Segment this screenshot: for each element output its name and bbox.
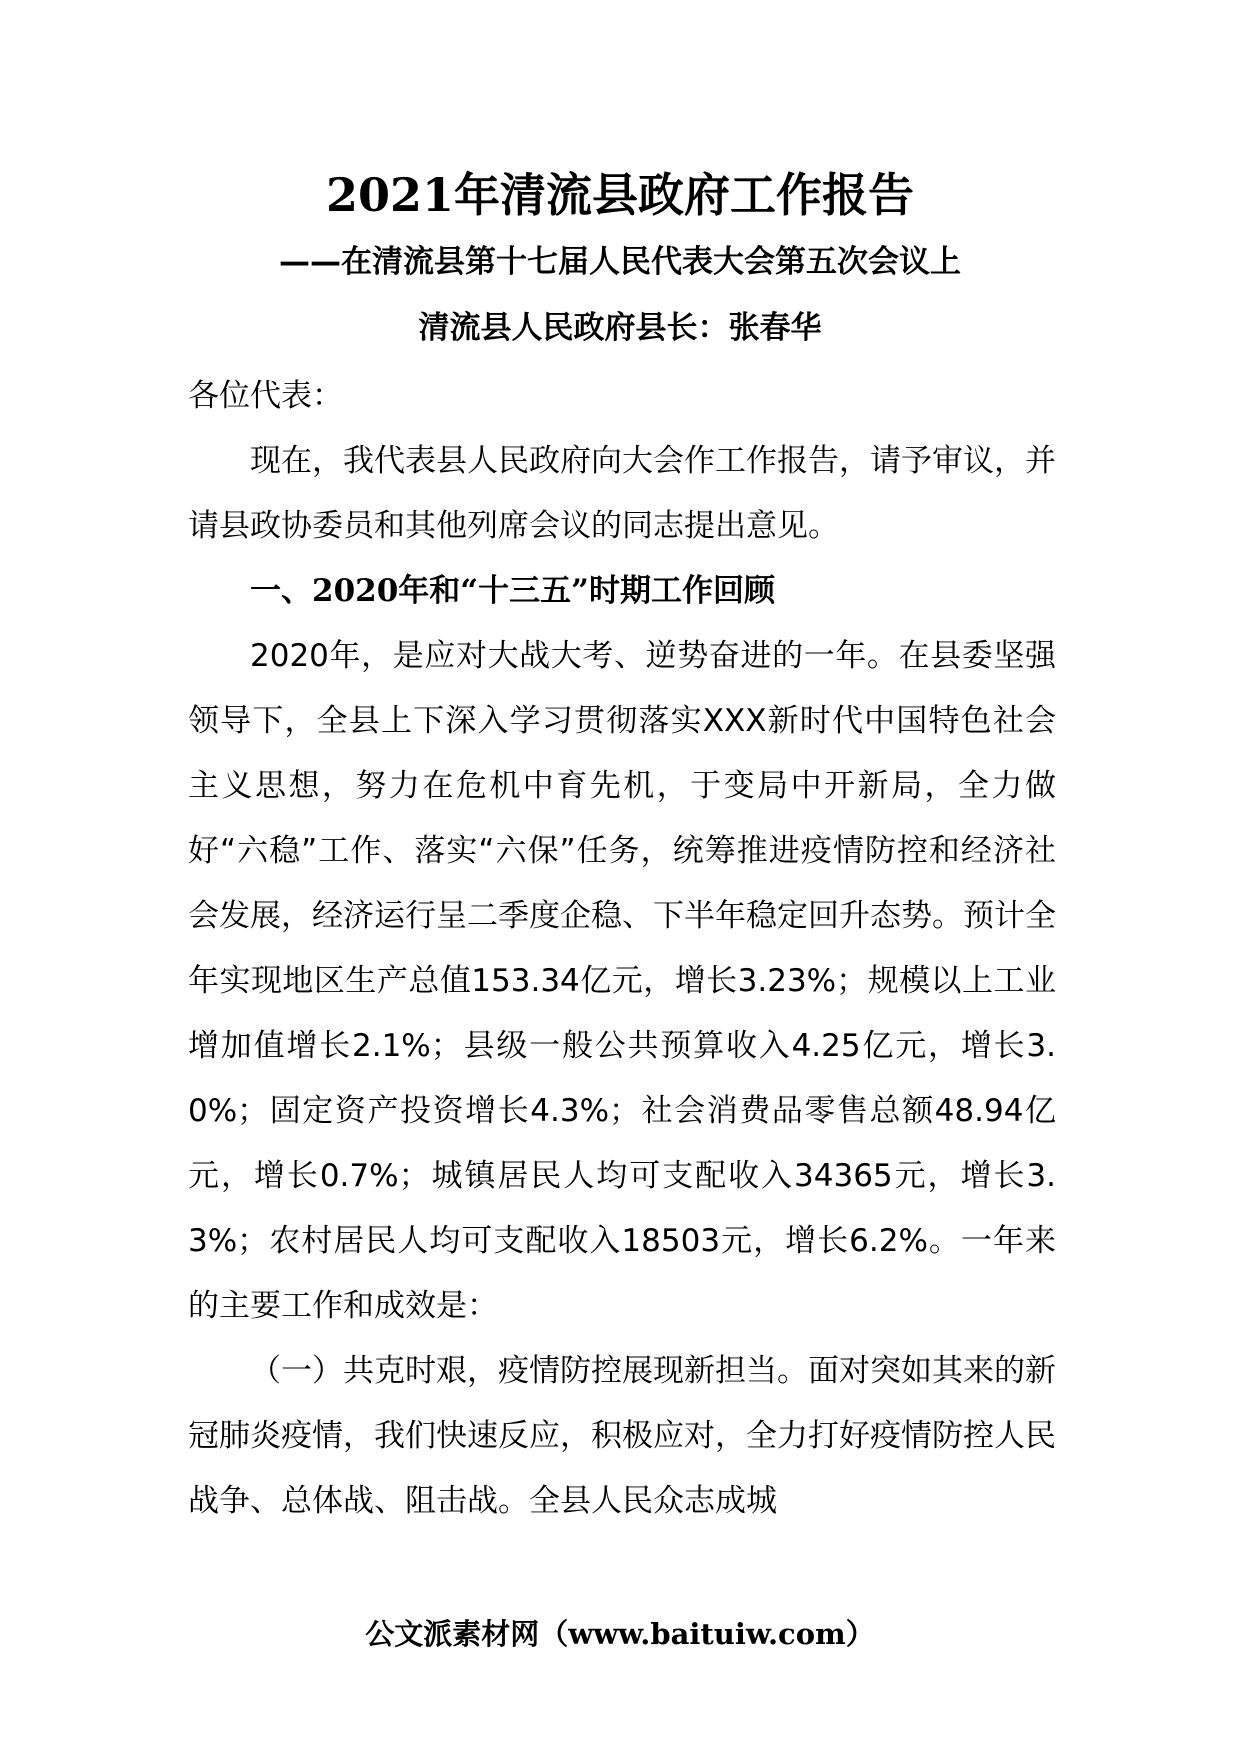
- salutation: 各位代表：: [188, 378, 343, 414]
- document-subtitle-speaker: 清流县人民政府县长：张春华: [418, 310, 822, 346]
- document-subtitle-meeting: ——在清流县第十七届人民代表大会第五次会议上: [279, 244, 961, 280]
- section-heading: 一、2020年和“十三五”时期工作回顾: [250, 573, 775, 609]
- document-body: [188, 364, 1056, 1534]
- review-paragraph: 2020年，是应对大战大考、逆势奋进的一年。在县委坚强领导下，全县上下深入学习贯彻落实XXX新时代中国特色社会主义思想，努力在危机中育先机，于变局中开新局，全力做好“六稳”工作、落实“六保”任务，统筹推进疫情防控和经济社会发展，经济运行呈二季度企稳、下半年稳定回升态势。预计全年实现地区生产总值153.34亿元，增长3.23%；规模以上工业增加值增长2.1%；县级一般公共预算收入4.25亿元，增长3.0%；固定资产投资增长4.3%；社会消费品零售总额48.94亿元，增长0.7%；城镇居民人均可支配收入34365元，增长3.3%；农村居民人均可支配收入18503元，增长6.2%。一年来的主要工作和成效是：: [188, 638, 1056, 1324]
- footer-watermark: 公文派素材网（www.baituiw.com）: [365, 1617, 875, 1651]
- item-paragraph: （一）共克时艰，疫情防控展现新担当。面对突如其来的新冠肺炎疫情，我们快速反应，积极应对，全力打好疫情防控人民战争、总体战、阻击战。全县人民众志成城: [188, 1353, 1056, 1519]
- document-title: 2021年清流县政府工作报告: [325, 168, 915, 222]
- intro-paragraph: 现在，我代表县人民政府向大会作工作报告，请予审议，并请县政协委员和其他列席会议的同志提出意见。: [188, 443, 1056, 544]
